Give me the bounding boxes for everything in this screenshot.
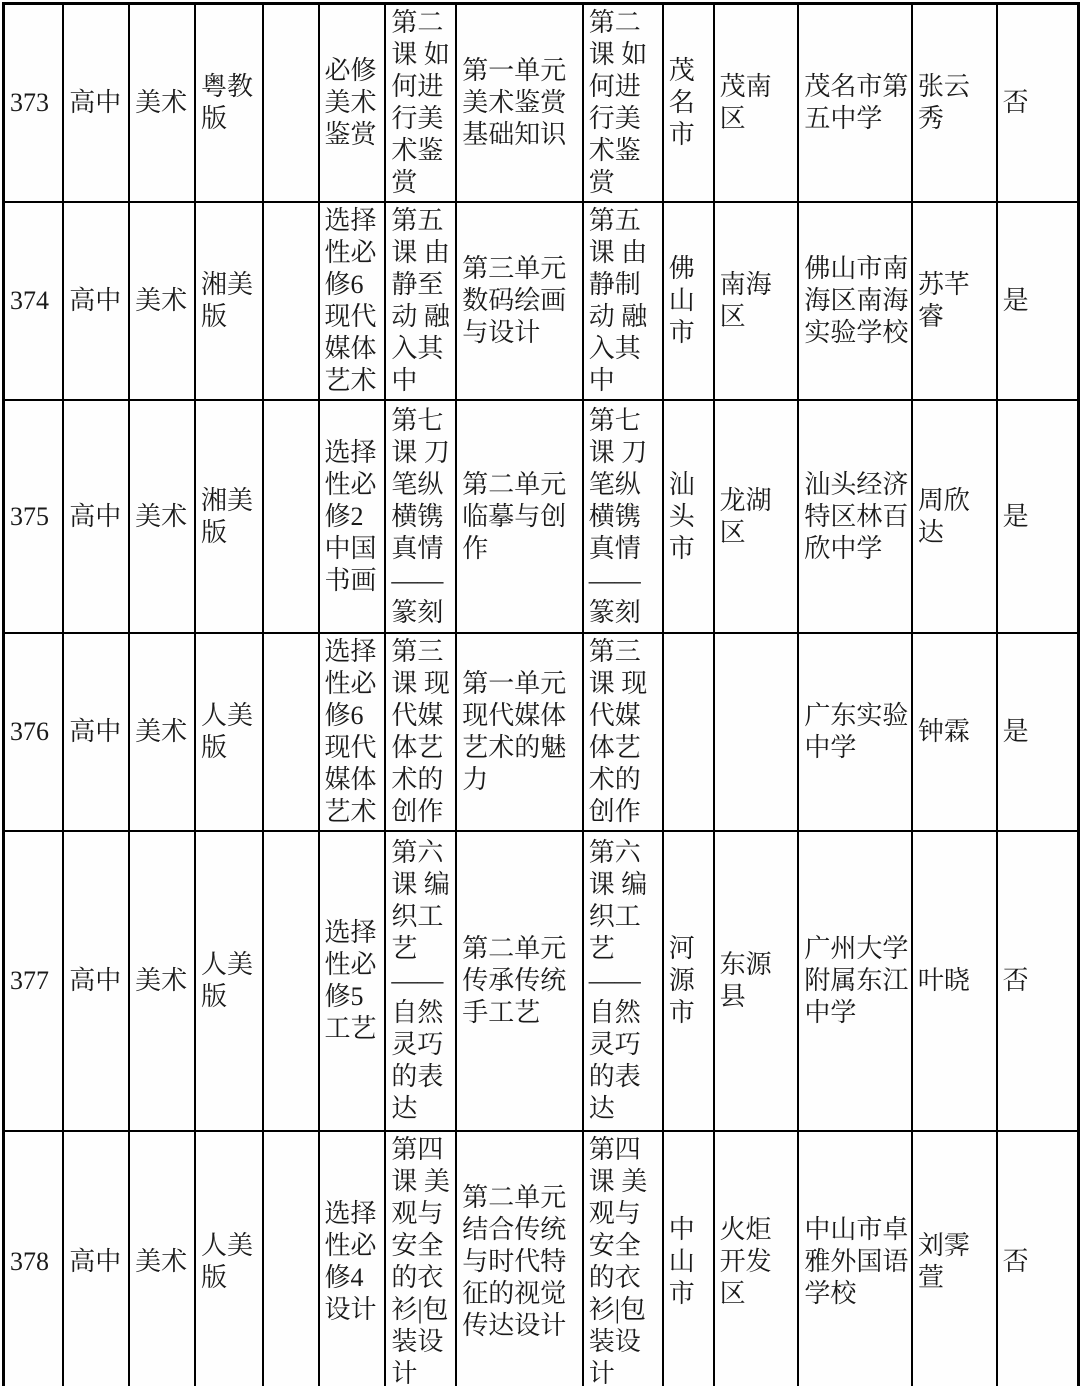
cell-selected: 是 (997, 202, 1079, 400)
cell-lesson: 第六课 编织工艺——自然灵巧的表达 (385, 831, 456, 1131)
cell-blank (263, 1131, 319, 1386)
cell-school: 茂名市第五中学 (798, 4, 912, 203)
records-table (2, 2, 1080, 1386)
table-row (4, 4, 1079, 203)
cell-edition: 人美版 (195, 1131, 263, 1386)
cell-level: 高中 (63, 202, 129, 400)
table-row (4, 831, 1079, 1131)
cell-blank (263, 633, 319, 831)
cell-subject: 美术 (129, 202, 195, 400)
cell-blank (263, 400, 319, 633)
cell-district: 龙湖区 (714, 400, 799, 633)
cell-lesson: 第五课 由静至动 融入其中 (385, 202, 456, 400)
cell-district: 茂南区 (714, 4, 799, 203)
cell-district (714, 633, 799, 831)
cell-lesson-2: 第五课 由静制动 融入其中 (583, 202, 663, 400)
cell-serial: 375 (4, 400, 64, 633)
cell-lesson-2: 第七课 刀笔纵横镌真情——篆刻 (583, 400, 663, 633)
cell-lesson: 第七课 刀笔纵横镌真情——篆刻 (385, 400, 456, 633)
cell-textbook: 选择性必修2中国书画 (319, 400, 386, 633)
cell-selected: 是 (997, 400, 1079, 633)
cell-edition: 湘美版 (195, 202, 263, 400)
cell-selected: 否 (997, 4, 1079, 203)
cell-teacher: 钟霖 (912, 633, 997, 831)
cell-city: 汕头市 (663, 400, 714, 633)
cell-unit: 第一单元现代媒体艺术的魅力 (456, 633, 583, 831)
cell-textbook: 选择性必修5工艺 (319, 831, 386, 1131)
cell-city: 河源市 (663, 831, 714, 1131)
table-row (4, 1131, 1079, 1386)
cell-subject: 美术 (129, 400, 195, 633)
cell-subject: 美术 (129, 4, 195, 203)
cell-serial: 377 (4, 831, 64, 1131)
cell-selected: 否 (997, 1131, 1079, 1386)
table-row (4, 633, 1079, 831)
table-row (4, 400, 1079, 633)
cell-edition: 人美版 (195, 633, 263, 831)
cell-district: 火炬开发区 (714, 1131, 799, 1386)
cell-teacher: 刘霁萱 (912, 1131, 997, 1386)
cell-subject: 美术 (129, 633, 195, 831)
cell-edition: 粤教版 (195, 4, 263, 203)
cell-district: 南海区 (714, 202, 799, 400)
cell-blank (263, 202, 319, 400)
cell-blank (263, 4, 319, 203)
cell-blank (263, 831, 319, 1131)
cell-serial: 376 (4, 633, 64, 831)
cell-serial: 373 (4, 4, 64, 203)
cell-selected: 否 (997, 831, 1079, 1131)
cell-city: 佛山市 (663, 202, 714, 400)
cell-school: 广东实验中学 (798, 633, 912, 831)
cell-edition: 人美版 (195, 831, 263, 1131)
cell-city: 茂名市 (663, 4, 714, 203)
cell-textbook: 选择性必修4设计 (319, 1131, 386, 1386)
cell-level: 高中 (63, 633, 129, 831)
cell-level: 高中 (63, 1131, 129, 1386)
cell-textbook: 必修美术鉴赏 (319, 4, 386, 203)
cell-city: 中山市 (663, 1131, 714, 1386)
cell-teacher: 周欣达 (912, 400, 997, 633)
cell-level: 高中 (63, 831, 129, 1131)
cell-school: 中山市卓雅外国语学校 (798, 1131, 912, 1386)
cell-city (663, 633, 714, 831)
cell-unit: 第二单元传承传统手工艺 (456, 831, 583, 1131)
cell-edition: 湘美版 (195, 400, 263, 633)
cell-textbook: 选择性必修6现代媒体艺术 (319, 202, 386, 400)
cell-serial: 374 (4, 202, 64, 400)
cell-lesson: 第四课 美观与安全的衣衫|包装设计 (385, 1131, 456, 1386)
cell-unit: 第三单元数码绘画与设计 (456, 202, 583, 400)
cell-unit: 第二单元临摹与创作 (456, 400, 583, 633)
cell-school: 佛山市南海区南海实验学校 (798, 202, 912, 400)
cell-teacher: 叶晓 (912, 831, 997, 1131)
cell-school: 汕头经济特区林百欣中学 (798, 400, 912, 633)
cell-serial: 378 (4, 1131, 64, 1386)
cell-lesson: 第三课 现代媒体艺术的创作 (385, 633, 456, 831)
cell-lesson-2: 第三课 现代媒体艺术的创作 (583, 633, 663, 831)
table-row (4, 202, 1079, 400)
cell-school: 广州大学附属东江中学 (798, 831, 912, 1131)
cell-teacher: 苏芊睿 (912, 202, 997, 400)
cell-textbook: 选择性必修6现代媒体艺术 (319, 633, 386, 831)
cell-lesson: 第二课 如何进行美术鉴赏 (385, 4, 456, 203)
cell-level: 高中 (63, 4, 129, 203)
cell-lesson-2: 第二课 如何进行美术鉴赏 (583, 4, 663, 203)
cell-unit: 第一单元美术鉴赏基础知识 (456, 4, 583, 203)
cell-unit: 第二单元结合传统与时代特征的视觉传达设计 (456, 1131, 583, 1386)
cell-teacher: 张云秀 (912, 4, 997, 203)
cell-subject: 美术 (129, 1131, 195, 1386)
cell-lesson-2: 第六课 编织工艺——自然灵巧的表达 (583, 831, 663, 1131)
cell-lesson-2: 第四课 美观与安全的衣衫|包装设计 (583, 1131, 663, 1386)
cell-level: 高中 (63, 400, 129, 633)
cell-subject: 美术 (129, 831, 195, 1131)
cell-district: 东源县 (714, 831, 799, 1131)
cell-selected: 是 (997, 633, 1079, 831)
